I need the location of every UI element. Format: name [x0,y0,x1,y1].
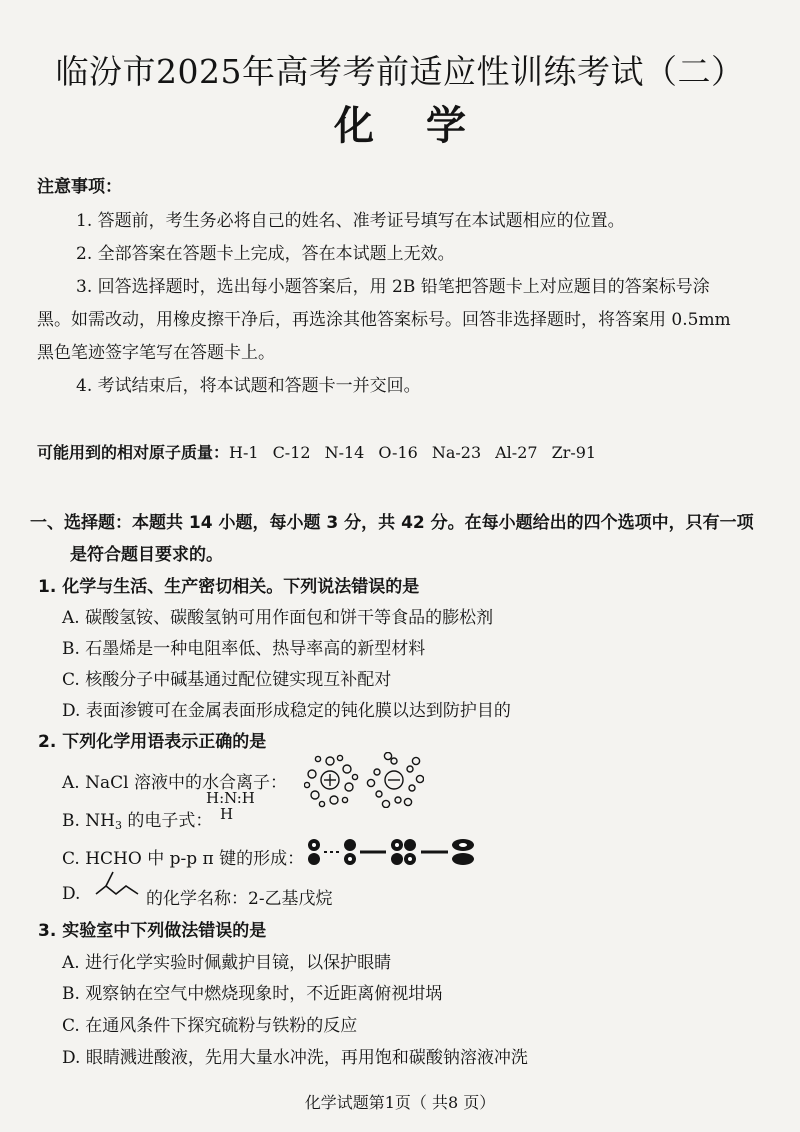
atomic-mass-value: C-12 [272,443,311,462]
skeletal-formula-icon [94,868,142,902]
question-1-option-d: D. 表面渗镀可在金属表面形成稳定的钝化膜以达到防护目的 [62,701,511,721]
question-3-option-c: C. 在通风条件下探究硫粉与铁粉的反应 [62,1016,358,1036]
question-2-stem: 2. 下列化学用语表示正确的是 [38,732,267,752]
notes-heading: 注意事项： [37,177,122,197]
question-1-option-b: B. 石墨烯是一种电阻率低、热导率高的新型材料 [62,639,426,659]
note-item: 3. 回答选择题时，选出每小题答案后，用 2B 铅笔把答题卡上对应题目的答案标号涂 [76,277,710,297]
atomic-mass-value: Na-23 [431,443,482,462]
question-2-option-c: C. HCHO 中 p-p π 键的形成： [62,849,305,869]
nh3-electron-formula [206,790,255,822]
lewis-bottom-row: H [220,805,234,823]
question-2-option-d-text: 的化学名称：2-乙基戊烷 [146,889,333,909]
atomic-mass-value: Al-27 [495,443,538,462]
atomic-masses-label: 可能用到的相对原子质量： [37,443,230,462]
hydrated-anion-icon [367,752,423,807]
question-2-option-a: A. NaCl 溶液中的水合离子： [62,773,287,793]
note-item: 1. 答题前，考生务必将自己的姓名、准考证号填写在本试题相应的位置。 [76,211,625,231]
note-item: 黑。如需改动，用橡皮擦干净后，再选涂其他答案标号。回答非选择题时，将答案用 0.5mm [37,310,731,330]
note-item: 2. 全部答案在答题卡上完成，答在本试题上无效。 [76,244,455,264]
question-3-option-b: B. 观察钠在空气中燃烧现象时，不近距离俯视坩埚 [62,984,443,1004]
subject-title: 化学 [334,102,518,149]
option-b-prefix: B. NH [62,811,116,831]
hydrated-ions-figure [304,752,424,808]
option-b-subscript: 3 [115,819,123,832]
atomic-masses [37,440,610,463]
atomic-mass-value: O-16 [378,443,418,462]
exam-title: 临汾市2025年高考考前适应性训练考试（二） [55,52,745,91]
option-b-suffix: 的电子式： [122,811,213,831]
question-1-option-a: A. 碳酸氢铵、碳酸氢钠可用作面包和饼干等食品的膨松剂 [62,608,494,628]
note-item: 4. 考试结束后，将本试题和答题卡一并交回。 [76,376,421,396]
atomic-mass-value: N-14 [324,443,365,462]
p-orbital-overlap-icon [300,836,490,868]
question-2-option-d-label: D. [62,884,81,904]
section-heading: 一、选择题：本题共 14 小题，每小题 3 分，共 42 分。在每小题给出的四个选项中，只有一项 [30,513,754,533]
page-footer: 化学试题第1页（ 共8 页） [304,1093,496,1112]
question-3-option-a: A. 进行化学实验时佩戴护目镜，以保护眼睛 [62,953,392,973]
question-3-stem: 3. 实验室中下列做法错误的是 [38,921,267,941]
question-3-option-d: D. 眼睛溅进酸液，先用大量水冲洗，再用饱和碳酸钠溶液冲洗 [62,1048,528,1068]
question-1-stem: 1. 化学与生活、生产密切相关。下列说法错误的是 [38,577,420,597]
atomic-mass-value: Zr-91 [551,443,597,462]
question-1-option-c: C. 核酸分子中碱基通过配位键实现互补配对 [62,670,392,690]
note-item: 黑色笔迹签字笔写在答题卡上。 [37,343,275,363]
atomic-mass-value: H-1 [229,443,259,462]
section-heading-cont: 是符合题目要求的。 [70,545,223,565]
lewis-top-row: H:N:H [206,789,255,807]
question-2-option-b [62,806,212,832]
hydrated-cation-icon [304,755,357,806]
